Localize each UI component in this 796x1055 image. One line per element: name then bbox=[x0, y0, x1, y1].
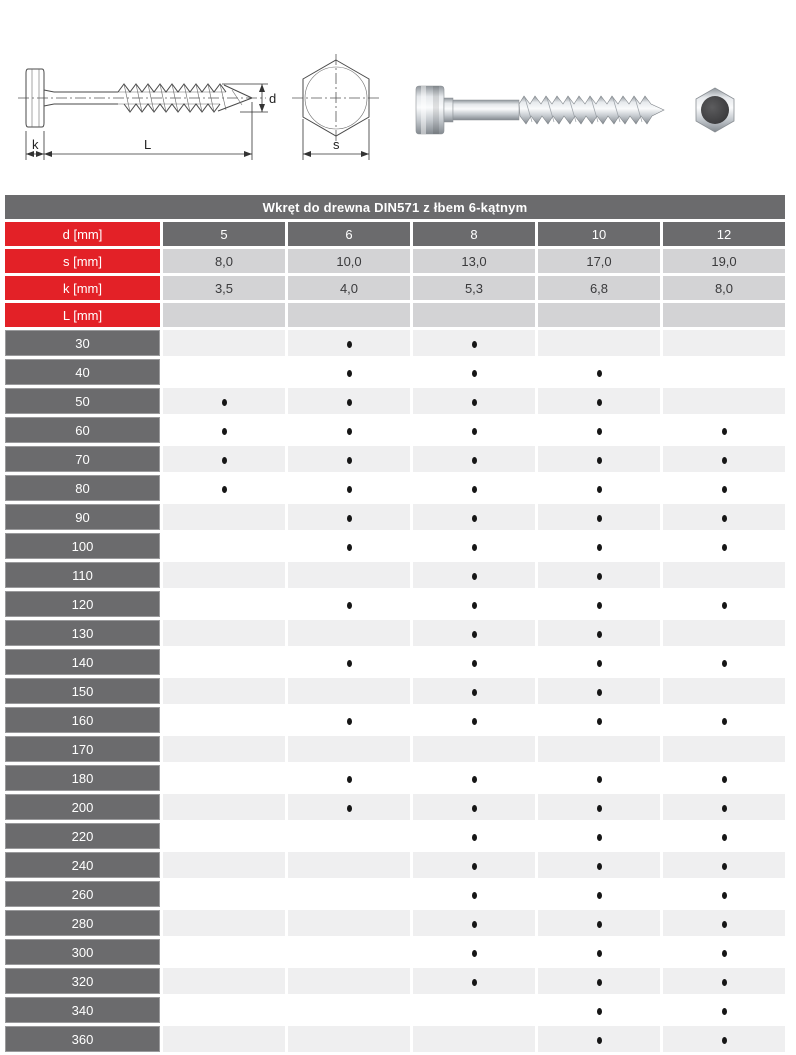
availability-cell bbox=[288, 707, 410, 733]
availability-cell bbox=[663, 388, 785, 414]
availability-dot bbox=[597, 486, 602, 493]
screw-tip bbox=[224, 85, 252, 98]
availability-cell bbox=[413, 1026, 535, 1052]
length-row bbox=[5, 417, 785, 443]
availability-cell bbox=[538, 852, 660, 878]
availability-cell bbox=[663, 562, 785, 588]
availability-dot bbox=[472, 776, 477, 783]
availability-cell bbox=[413, 997, 535, 1023]
availability-cell bbox=[663, 620, 785, 646]
availability-cell bbox=[288, 649, 410, 675]
dim-label-d: d bbox=[269, 91, 277, 106]
availability-dot bbox=[597, 979, 602, 986]
availability-dot bbox=[472, 950, 477, 957]
availability-cell bbox=[288, 533, 410, 559]
availability-dot bbox=[472, 341, 477, 348]
length-label-cell: 100 bbox=[5, 533, 160, 559]
availability-cell bbox=[413, 736, 535, 762]
availability-dot bbox=[722, 892, 727, 899]
photo-hex-head-top bbox=[696, 88, 734, 132]
length-row bbox=[5, 562, 785, 588]
length-label-cell: 30 bbox=[5, 330, 160, 356]
availability-cell bbox=[538, 417, 660, 443]
param-value-cell: 10,0 bbox=[288, 249, 410, 273]
availability-dot bbox=[722, 718, 727, 725]
availability-cell bbox=[663, 823, 785, 849]
availability-cell bbox=[663, 852, 785, 878]
length-label-cell: 40 bbox=[5, 359, 160, 385]
availability-cell bbox=[663, 649, 785, 675]
length-row bbox=[5, 533, 785, 559]
availability-cell bbox=[663, 446, 785, 472]
param-value-cell: 5 bbox=[163, 222, 285, 246]
availability-cell bbox=[288, 388, 410, 414]
availability-cell bbox=[288, 852, 410, 878]
availability-cell bbox=[538, 591, 660, 617]
param-label-cell: L [mm] bbox=[5, 303, 160, 327]
availability-cell bbox=[288, 823, 410, 849]
length-row bbox=[5, 939, 785, 965]
availability-cell bbox=[538, 910, 660, 936]
length-row bbox=[5, 475, 785, 501]
availability-dot bbox=[597, 718, 602, 725]
availability-dot bbox=[722, 660, 727, 667]
availability-cell bbox=[163, 881, 285, 907]
length-label-cell: 260 bbox=[5, 881, 160, 907]
availability-cell bbox=[413, 852, 535, 878]
availability-cell bbox=[163, 678, 285, 704]
availability-cell bbox=[663, 359, 785, 385]
length-label-cell: 50 bbox=[5, 388, 160, 414]
length-row bbox=[5, 968, 785, 994]
availability-cell bbox=[413, 649, 535, 675]
length-row bbox=[5, 1026, 785, 1052]
length-row bbox=[5, 678, 785, 704]
availability-cell bbox=[163, 794, 285, 820]
availability-dot bbox=[472, 718, 477, 725]
param-value-cell: 19,0 bbox=[663, 249, 785, 273]
availability-dot bbox=[347, 341, 352, 348]
availability-dot bbox=[347, 544, 352, 551]
length-label-cell: 130 bbox=[5, 620, 160, 646]
availability-cell bbox=[163, 852, 285, 878]
spec-table bbox=[2, 192, 788, 1055]
availability-cell bbox=[413, 475, 535, 501]
availability-cell bbox=[413, 562, 535, 588]
length-label-cell: 160 bbox=[5, 707, 160, 733]
availability-dot bbox=[472, 544, 477, 551]
availability-dot bbox=[597, 1008, 602, 1015]
param-value-cell: 8,0 bbox=[663, 276, 785, 300]
availability-cell bbox=[538, 649, 660, 675]
availability-cell bbox=[288, 504, 410, 530]
availability-dot bbox=[597, 399, 602, 406]
availability-dot bbox=[472, 631, 477, 638]
availability-dot bbox=[472, 573, 477, 580]
length-label-cell: 70 bbox=[5, 446, 160, 472]
availability-dot bbox=[472, 805, 477, 812]
availability-dot bbox=[347, 660, 352, 667]
availability-cell bbox=[663, 591, 785, 617]
availability-dot bbox=[722, 834, 727, 841]
availability-cell bbox=[538, 968, 660, 994]
availability-dot bbox=[347, 776, 352, 783]
availability-dot bbox=[597, 689, 602, 696]
availability-cell bbox=[163, 504, 285, 530]
availability-dot bbox=[472, 892, 477, 899]
availability-cell bbox=[413, 620, 535, 646]
availability-cell bbox=[413, 417, 535, 443]
availability-dot bbox=[722, 921, 727, 928]
availability-cell bbox=[663, 736, 785, 762]
availability-dot bbox=[472, 979, 477, 986]
availability-dot bbox=[472, 486, 477, 493]
availability-cell bbox=[163, 533, 285, 559]
length-row bbox=[5, 359, 785, 385]
availability-dot bbox=[597, 660, 602, 667]
spec-table-body bbox=[5, 195, 785, 1052]
dim-label-L: L bbox=[144, 137, 152, 152]
availability-cell bbox=[538, 388, 660, 414]
length-label-cell: 60 bbox=[5, 417, 160, 443]
availability-cell bbox=[163, 330, 285, 356]
availability-cell bbox=[663, 939, 785, 965]
availability-cell bbox=[538, 997, 660, 1023]
param-value-cell: 5,3 bbox=[413, 276, 535, 300]
availability-cell bbox=[288, 562, 410, 588]
availability-dot bbox=[347, 805, 352, 812]
availability-dot bbox=[597, 1037, 602, 1044]
availability-dot bbox=[722, 602, 727, 609]
availability-cell bbox=[538, 475, 660, 501]
length-row bbox=[5, 765, 785, 791]
availability-cell bbox=[663, 968, 785, 994]
availability-cell bbox=[538, 620, 660, 646]
availability-cell bbox=[538, 359, 660, 385]
availability-dot bbox=[722, 950, 727, 957]
availability-cell bbox=[663, 533, 785, 559]
availability-cell bbox=[663, 1026, 785, 1052]
length-label-cell: 360 bbox=[5, 1026, 160, 1052]
availability-cell bbox=[413, 794, 535, 820]
availability-cell bbox=[538, 765, 660, 791]
availability-cell bbox=[538, 939, 660, 965]
availability-cell bbox=[163, 417, 285, 443]
param-value-cell: 8 bbox=[413, 222, 535, 246]
availability-cell bbox=[663, 881, 785, 907]
param-value-cell bbox=[413, 303, 535, 327]
availability-dot bbox=[472, 399, 477, 406]
param-value-cell: 3,5 bbox=[163, 276, 285, 300]
availability-dot bbox=[597, 370, 602, 377]
availability-cell bbox=[288, 330, 410, 356]
availability-cell bbox=[163, 765, 285, 791]
availability-cell bbox=[163, 388, 285, 414]
availability-cell bbox=[538, 794, 660, 820]
availability-dot bbox=[597, 950, 602, 957]
availability-cell bbox=[413, 388, 535, 414]
availability-dot bbox=[722, 776, 727, 783]
availability-cell bbox=[663, 504, 785, 530]
availability-dot bbox=[472, 863, 477, 870]
length-label-cell: 300 bbox=[5, 939, 160, 965]
availability-cell bbox=[163, 939, 285, 965]
param-value-cell: 12 bbox=[663, 222, 785, 246]
dim-label-s: s bbox=[333, 137, 340, 152]
dim-label-k: k bbox=[32, 137, 39, 152]
length-label-cell: 170 bbox=[5, 736, 160, 762]
param-label-cell: d [mm] bbox=[5, 222, 160, 246]
availability-cell bbox=[663, 417, 785, 443]
availability-cell bbox=[413, 359, 535, 385]
availability-cell bbox=[163, 562, 285, 588]
length-row bbox=[5, 707, 785, 733]
availability-dot bbox=[347, 486, 352, 493]
availability-dot bbox=[472, 689, 477, 696]
availability-cell bbox=[288, 910, 410, 936]
availability-dot bbox=[472, 457, 477, 464]
availability-cell bbox=[538, 823, 660, 849]
availability-dot bbox=[472, 515, 477, 522]
length-label-cell: 150 bbox=[5, 678, 160, 704]
availability-dot bbox=[597, 921, 602, 928]
availability-dot bbox=[722, 1008, 727, 1015]
length-label-cell: 140 bbox=[5, 649, 160, 675]
availability-cell bbox=[538, 707, 660, 733]
availability-dot bbox=[597, 834, 602, 841]
availability-cell bbox=[288, 678, 410, 704]
length-label-cell: 200 bbox=[5, 794, 160, 820]
availability-dot bbox=[597, 776, 602, 783]
length-row bbox=[5, 736, 785, 762]
availability-cell bbox=[288, 997, 410, 1023]
availability-cell bbox=[163, 620, 285, 646]
availability-cell bbox=[538, 504, 660, 530]
availability-dot bbox=[222, 428, 227, 435]
availability-cell bbox=[163, 359, 285, 385]
availability-cell bbox=[163, 997, 285, 1023]
param-value-cell: 6 bbox=[288, 222, 410, 246]
availability-cell bbox=[288, 591, 410, 617]
availability-cell bbox=[288, 765, 410, 791]
length-label-cell: 340 bbox=[5, 997, 160, 1023]
length-row bbox=[5, 997, 785, 1023]
availability-dot bbox=[722, 515, 727, 522]
param-value-cell bbox=[163, 303, 285, 327]
availability-dot bbox=[722, 544, 727, 551]
availability-cell bbox=[163, 707, 285, 733]
availability-dot bbox=[597, 428, 602, 435]
length-row bbox=[5, 591, 785, 617]
length-row bbox=[5, 910, 785, 936]
param-value-cell: 13,0 bbox=[413, 249, 535, 273]
availability-cell bbox=[413, 765, 535, 791]
availability-dot bbox=[597, 805, 602, 812]
availability-cell bbox=[538, 678, 660, 704]
availability-dot bbox=[222, 486, 227, 493]
availability-dot bbox=[347, 718, 352, 725]
length-row bbox=[5, 794, 785, 820]
availability-cell bbox=[413, 591, 535, 617]
availability-cell bbox=[663, 794, 785, 820]
availability-dot bbox=[347, 515, 352, 522]
availability-cell bbox=[413, 968, 535, 994]
availability-cell bbox=[538, 330, 660, 356]
availability-cell bbox=[163, 968, 285, 994]
availability-cell bbox=[288, 794, 410, 820]
availability-cell bbox=[538, 1026, 660, 1052]
availability-cell bbox=[163, 475, 285, 501]
availability-cell bbox=[288, 939, 410, 965]
length-row bbox=[5, 504, 785, 530]
availability-dot bbox=[597, 457, 602, 464]
availability-cell bbox=[538, 446, 660, 472]
availability-cell bbox=[413, 678, 535, 704]
length-label-cell: 80 bbox=[5, 475, 160, 501]
length-row bbox=[5, 620, 785, 646]
length-row bbox=[5, 823, 785, 849]
availability-cell bbox=[288, 359, 410, 385]
availability-dot bbox=[347, 370, 352, 377]
param-value-cell bbox=[663, 303, 785, 327]
availability-cell bbox=[413, 504, 535, 530]
length-label-cell: 240 bbox=[5, 852, 160, 878]
availability-dot bbox=[597, 515, 602, 522]
photo-screw-side bbox=[416, 86, 664, 134]
availability-dot bbox=[472, 428, 477, 435]
param-value-cell: 6,8 bbox=[538, 276, 660, 300]
availability-cell bbox=[413, 707, 535, 733]
length-row bbox=[5, 881, 785, 907]
length-label-cell: 90 bbox=[5, 504, 160, 530]
length-label-cell: 180 bbox=[5, 765, 160, 791]
availability-cell bbox=[663, 707, 785, 733]
availability-cell bbox=[663, 910, 785, 936]
availability-dot bbox=[722, 486, 727, 493]
param-value-cell bbox=[288, 303, 410, 327]
availability-cell bbox=[163, 910, 285, 936]
availability-cell bbox=[163, 736, 285, 762]
param-label-cell: k [mm] bbox=[5, 276, 160, 300]
availability-cell bbox=[663, 678, 785, 704]
availability-cell bbox=[663, 330, 785, 356]
availability-cell bbox=[288, 620, 410, 646]
availability-dot bbox=[597, 892, 602, 899]
availability-dot bbox=[222, 457, 227, 464]
length-label-cell: 220 bbox=[5, 823, 160, 849]
param-value-cell: 8,0 bbox=[163, 249, 285, 273]
availability-cell bbox=[663, 475, 785, 501]
availability-cell bbox=[163, 823, 285, 849]
availability-dot bbox=[472, 602, 477, 609]
availability-dot bbox=[722, 457, 727, 464]
availability-cell bbox=[288, 881, 410, 907]
availability-cell bbox=[538, 562, 660, 588]
param-value-cell: 17,0 bbox=[538, 249, 660, 273]
availability-dot bbox=[722, 428, 727, 435]
length-label-cell: 320 bbox=[5, 968, 160, 994]
availability-dot bbox=[472, 834, 477, 841]
availability-cell bbox=[413, 446, 535, 472]
availability-dot bbox=[597, 863, 602, 870]
length-row bbox=[5, 852, 785, 878]
param-row bbox=[5, 249, 785, 273]
availability-dot bbox=[722, 979, 727, 986]
availability-cell bbox=[413, 823, 535, 849]
param-value-cell bbox=[538, 303, 660, 327]
length-label-cell: 110 bbox=[5, 562, 160, 588]
availability-cell bbox=[288, 475, 410, 501]
length-row bbox=[5, 388, 785, 414]
param-label-cell: s [mm] bbox=[5, 249, 160, 273]
param-value-cell: 10 bbox=[538, 222, 660, 246]
length-row bbox=[5, 330, 785, 356]
availability-cell bbox=[288, 1026, 410, 1052]
availability-cell bbox=[538, 881, 660, 907]
length-row bbox=[5, 446, 785, 472]
length-row bbox=[5, 649, 785, 675]
availability-cell bbox=[413, 330, 535, 356]
availability-cell bbox=[413, 910, 535, 936]
availability-dot bbox=[347, 602, 352, 609]
availability-dot bbox=[722, 1037, 727, 1044]
availability-cell bbox=[413, 881, 535, 907]
param-value-cell: 4,0 bbox=[288, 276, 410, 300]
availability-cell bbox=[163, 446, 285, 472]
availability-cell bbox=[538, 533, 660, 559]
length-label-cell: 280 bbox=[5, 910, 160, 936]
availability-cell bbox=[163, 1026, 285, 1052]
param-row bbox=[5, 276, 785, 300]
availability-dot bbox=[597, 544, 602, 551]
header-illustrations bbox=[0, 0, 796, 192]
table-title: Wkręt do drewna DIN571 z łbem 6-kątnym bbox=[5, 195, 785, 219]
availability-dot bbox=[472, 921, 477, 928]
availability-dot bbox=[347, 457, 352, 464]
param-row bbox=[5, 303, 785, 327]
availability-dot bbox=[222, 399, 227, 406]
availability-dot bbox=[472, 370, 477, 377]
param-row bbox=[5, 222, 785, 246]
availability-dot bbox=[597, 631, 602, 638]
availability-cell bbox=[663, 997, 785, 1023]
availability-dot bbox=[347, 399, 352, 406]
availability-cell bbox=[163, 649, 285, 675]
availability-dot bbox=[597, 602, 602, 609]
availability-dot bbox=[472, 660, 477, 667]
availability-dot bbox=[722, 863, 727, 870]
product-photo bbox=[402, 12, 790, 182]
availability-dot bbox=[722, 805, 727, 812]
availability-dot bbox=[347, 428, 352, 435]
availability-cell bbox=[413, 533, 535, 559]
availability-cell bbox=[538, 736, 660, 762]
length-label-cell: 120 bbox=[5, 591, 160, 617]
availability-cell bbox=[413, 939, 535, 965]
availability-cell bbox=[288, 736, 410, 762]
availability-cell bbox=[663, 765, 785, 791]
availability-cell bbox=[163, 591, 285, 617]
spec-table-title-row bbox=[5, 195, 785, 219]
availability-cell bbox=[288, 968, 410, 994]
availability-cell bbox=[288, 417, 410, 443]
availability-dot bbox=[597, 573, 602, 580]
technical-drawing bbox=[6, 6, 398, 186]
availability-cell bbox=[288, 446, 410, 472]
